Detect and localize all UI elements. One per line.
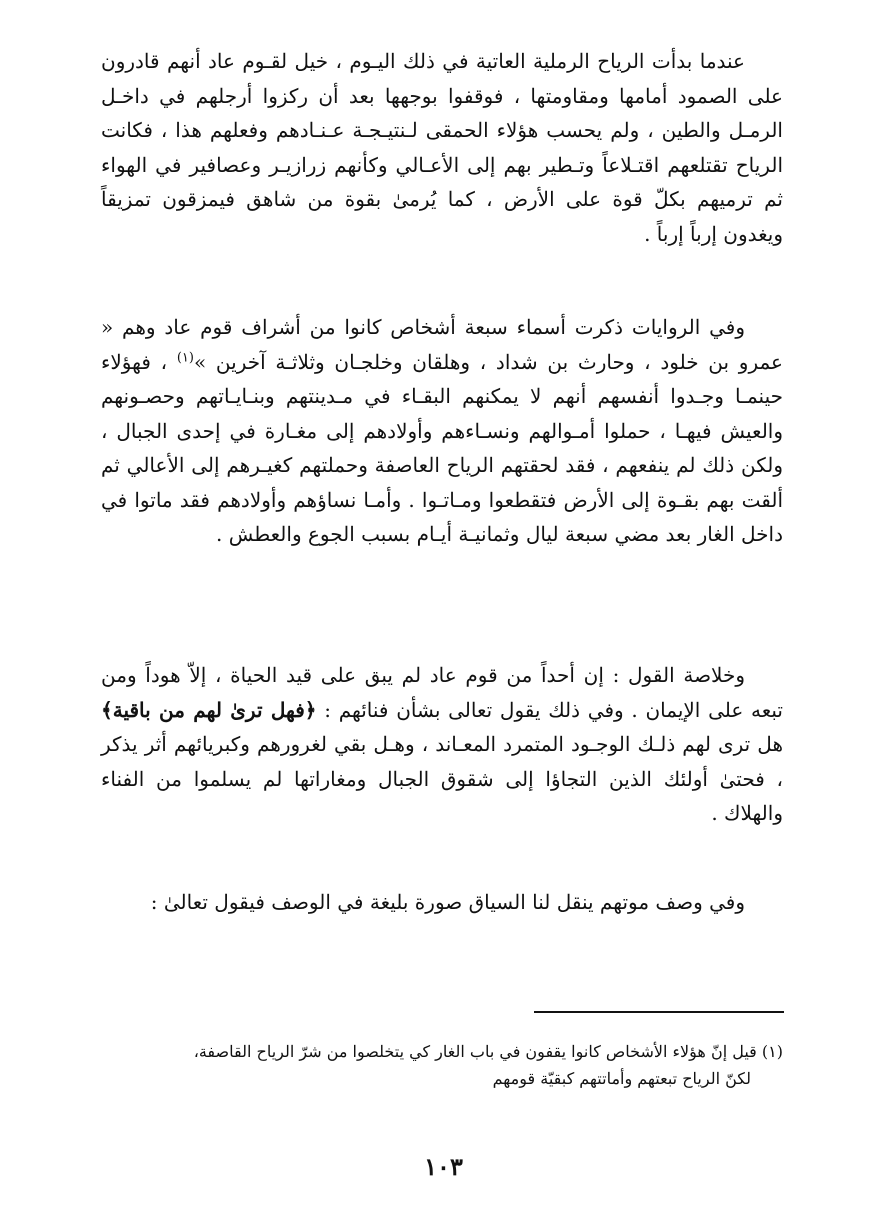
footnote <box>101 1038 783 1092</box>
paragraph-1-text: عندما بدأت الرياح الرملية العاتية في ذلك اليـوم ، خيل لقـوم عاد أنهم قادرون على الصمود أمامها ومقاومتها ، فوقفوا بوجهها بعد أن ركزوا أرجلهم في داخـل الرمـل والطين ، ولم يحسب هؤلاء الحمقى لـنتيـجـة عـنـادهم وفعلهم هذا ، فكانت الرياح تقتلعهم اقتـلاعاً وتـطير بهم إلى الأعـالي وكأنهم زرازيـر وعصافير في الهواء ثم ترميهم بكلّ قوة على الأرض ، كما يُرمىٰ بقوة من شاهق فيمزقون تمزيقاً ويغدون إرباً إرباً . <box>101 49 783 246</box>
paragraph-1 <box>101 44 783 251</box>
footnote-line-1: (١) قيل إنّ هؤلاء الأشخاص كانوا يقفون في باب الغار كي يتخلصوا من شرّ الرياح القاصفة، <box>193 1042 783 1061</box>
paragraph-2-text-start: وفي الروايات ذكرت أسماء سبعة أشخاص كانوا من أشراف قوم عاد وهم « عمرو بن خلود ، وحارث بن شداد ، وهلقان وخلجـان وثلاثـة آخرين » <box>101 315 783 374</box>
paragraph-4 <box>101 885 783 920</box>
footnote-reference: (١) <box>176 349 194 365</box>
page-number: ١٠٣ <box>424 1152 463 1181</box>
quran-verse: ﴿فهل ترىٰ لهم من باقية﴾ <box>101 697 317 722</box>
paragraph-4-text: وفي وصف موتهم ينقل لنا السياق صورة بليغة في الوصف فيقول تعالىٰ : <box>150 890 745 914</box>
paragraph-2 <box>101 310 783 552</box>
footnote-divider <box>534 1011 784 1013</box>
paragraph-3-text-end: هل ترى لهم ذلـك الوجـود المتمرد المعـاند ، وهـل بقي لغرورهم وكبريائهم أثر يذكر ، فحتىٰ أولئك الذين التجاؤا إلى شقوق الجبال ومغاراتها لم يسلموا من الفناء والهلاك . <box>101 732 783 825</box>
paragraph-3-text-start: وخلاصة القول : إن أحداً من قوم عاد لم يبق على قيد الحياة ، إلاّ هوداً ومن تبعه على الإيمان . وفي ذلك يقول تعالى بشأن فنائهم : <box>101 663 784 722</box>
paragraph-3 <box>101 658 783 831</box>
footnote-line-2: لكنّ الرياح تبعتهم وأماتتهم كبقيّة قومهم <box>492 1069 751 1088</box>
paragraph-2-text-end: ، فهؤلاء حينمـا وجـدوا أنفسهم أنهم لا يمكنهم البقـاء في مـدينتهم وبنـايـاتهم وحصـونهم والعيش فيهـا ، حملوا أمـوالهم ونسـاءهم وأولادهم إلى مغـارة في إحدى الجبال ، ولكن ذلك لم ينفعهم ، فقد لحقتهم الرياح العاصفة وحملتهم كغيـرهم إلى الأعالي ثم ألقت بهم بقـوة إلى الأرض فتقطعوا ومـاتـوا . وأمـا نساؤهم وأولادهم فقد ماتوا في داخل الغار بعد مضي سبعة ليال وثمانيـة أيـام بسبب الجوع والعطش . <box>101 349 783 546</box>
